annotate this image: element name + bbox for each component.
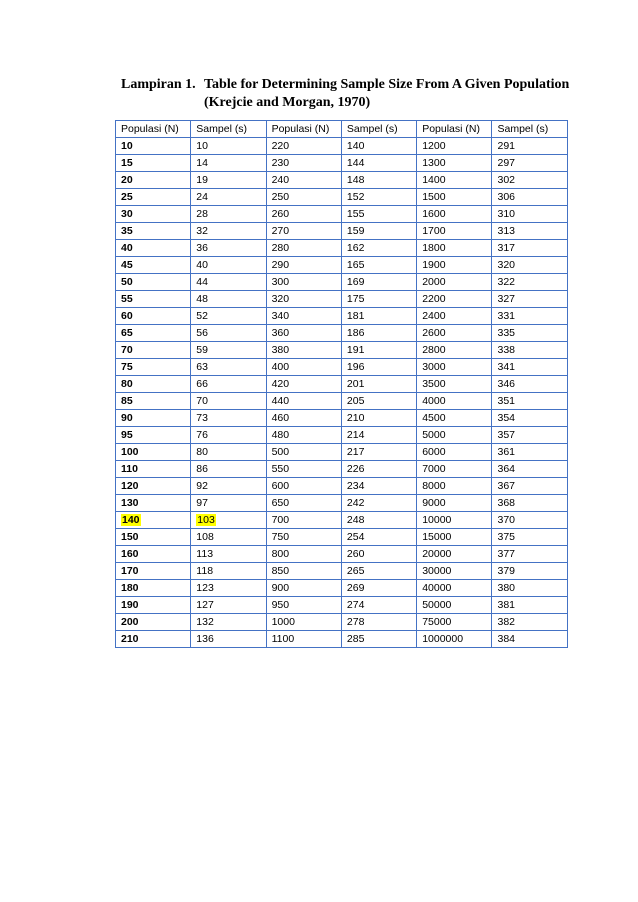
cell-sampel-1: 28	[191, 206, 266, 223]
table-row	[116, 631, 568, 648]
cell-populasi-3: 30000	[417, 563, 492, 580]
table-row	[116, 291, 568, 308]
cell-sampel-2: 152	[341, 189, 416, 206]
cell-populasi-1: 10	[116, 138, 191, 155]
table-row	[116, 461, 568, 478]
cell-sampel-3: 381	[492, 597, 567, 614]
cell-sampel-3: 335	[492, 325, 567, 342]
header-sampel-3: Sampel (s)	[492, 121, 567, 138]
cell-sampel-1: 48	[191, 291, 266, 308]
cell-populasi-1: 55	[116, 291, 191, 308]
cell-sampel-1: 70	[191, 393, 266, 410]
cell-populasi-2: 460	[266, 410, 341, 427]
cell-populasi-3: 1900	[417, 257, 492, 274]
table-row	[116, 546, 568, 563]
cell-populasi-2: 480	[266, 427, 341, 444]
cell-sampel-3: 341	[492, 359, 567, 376]
cell-populasi-3: 2400	[417, 308, 492, 325]
cell-populasi-1: 200	[116, 614, 191, 631]
cell-populasi-2: 1100	[266, 631, 341, 648]
cell-populasi-3: 1400	[417, 172, 492, 189]
cell-sampel-1: 123	[191, 580, 266, 597]
cell-sampel-3: 368	[492, 495, 567, 512]
cell-populasi-2: 440	[266, 393, 341, 410]
cell-populasi-2: 230	[266, 155, 341, 172]
cell-sampel-1: 36	[191, 240, 266, 257]
cell-populasi-1: 90	[116, 410, 191, 427]
cell-sampel-3: 384	[492, 631, 567, 648]
cell-sampel-2: 226	[341, 461, 416, 478]
table-row	[116, 155, 568, 172]
cell-populasi-2: 600	[266, 478, 341, 495]
cell-populasi-2: 320	[266, 291, 341, 308]
cell-populasi-1: 50	[116, 274, 191, 291]
cell-sampel-1: 92	[191, 478, 266, 495]
cell-sampel-1: 76	[191, 427, 266, 444]
table-row	[116, 223, 568, 240]
cell-sampel-3: 375	[492, 529, 567, 546]
cell-sampel-3: 317	[492, 240, 567, 257]
cell-populasi-2: 260	[266, 206, 341, 223]
cell-sampel-3: 306	[492, 189, 567, 206]
cell-populasi-1: 80	[116, 376, 191, 393]
cell-populasi-3: 3500	[417, 376, 492, 393]
cell-sampel-2: 162	[341, 240, 416, 257]
table-header-row	[116, 121, 568, 138]
table-row	[116, 410, 568, 427]
cell-sampel-2: 217	[341, 444, 416, 461]
cell-populasi-3: 75000	[417, 614, 492, 631]
cell-sampel-3: 310	[492, 206, 567, 223]
cell-populasi-1: 95	[116, 427, 191, 444]
appendix-heading	[121, 76, 569, 112]
cell-populasi-2: 500	[266, 444, 341, 461]
cell-populasi-3: 1700	[417, 223, 492, 240]
cell-populasi-2: 550	[266, 461, 341, 478]
cell-populasi-1: 40	[116, 240, 191, 257]
table-row	[116, 308, 568, 325]
cell-populasi-1: 60	[116, 308, 191, 325]
cell-populasi-1	[116, 512, 191, 529]
cell-sampel-1: 73	[191, 410, 266, 427]
cell-sampel-3: 327	[492, 291, 567, 308]
table-row	[116, 359, 568, 376]
header-populasi-1: Populasi (N)	[116, 121, 191, 138]
table-row	[116, 597, 568, 614]
cell-sampel-3: 291	[492, 138, 567, 155]
cell-sampel-2: 165	[341, 257, 416, 274]
cell-populasi-3: 20000	[417, 546, 492, 563]
table-row	[116, 444, 568, 461]
cell-sampel-1: 97	[191, 495, 266, 512]
cell-populasi-2: 280	[266, 240, 341, 257]
cell-sampel-1: 80	[191, 444, 266, 461]
table-row	[116, 529, 568, 546]
cell-populasi-1: 35	[116, 223, 191, 240]
cell-populasi-1: 150	[116, 529, 191, 546]
cell-sampel-1: 108	[191, 529, 266, 546]
cell-populasi-1: 85	[116, 393, 191, 410]
header-populasi-3: Populasi (N)	[417, 121, 492, 138]
cell-sampel-1: 56	[191, 325, 266, 342]
cell-populasi-2: 240	[266, 172, 341, 189]
cell-populasi-3: 1000000	[417, 631, 492, 648]
cell-populasi-1: 110	[116, 461, 191, 478]
cell-sampel-1: 118	[191, 563, 266, 580]
table-row	[116, 614, 568, 631]
cell-populasi-3: 1800	[417, 240, 492, 257]
table-row	[116, 580, 568, 597]
cell-sampel-1: 113	[191, 546, 266, 563]
cell-populasi-2: 750	[266, 529, 341, 546]
cell-populasi-3: 5000	[417, 427, 492, 444]
highlighted-value: 140	[122, 514, 140, 526]
table-row	[116, 240, 568, 257]
table-row	[116, 376, 568, 393]
table-row	[116, 274, 568, 291]
table-citation: (Krejcie and Morgan, 1970)	[204, 95, 371, 110]
cell-sampel-1: 59	[191, 342, 266, 359]
cell-populasi-2: 270	[266, 223, 341, 240]
cell-sampel-3: 297	[492, 155, 567, 172]
cell-sampel-3: 313	[492, 223, 567, 240]
cell-sampel-2: 169	[341, 274, 416, 291]
cell-populasi-1: 20	[116, 172, 191, 189]
cell-populasi-3: 9000	[417, 495, 492, 512]
cell-populasi-1: 170	[116, 563, 191, 580]
sample-size-table	[115, 120, 568, 648]
cell-sampel-1: 24	[191, 189, 266, 206]
cell-sampel-3: 346	[492, 376, 567, 393]
cell-sampel-2: 210	[341, 410, 416, 427]
cell-sampel-1: 66	[191, 376, 266, 393]
cell-sampel-2: 269	[341, 580, 416, 597]
cell-sampel-3: 379	[492, 563, 567, 580]
cell-sampel-1: 10	[191, 138, 266, 155]
table-row	[116, 342, 568, 359]
cell-sampel-3: 380	[492, 580, 567, 597]
header-populasi-2: Populasi (N)	[266, 121, 341, 138]
cell-sampel-2: 234	[341, 478, 416, 495]
appendix-label: Lampiran 1.	[121, 77, 196, 92]
cell-populasi-1: 65	[116, 325, 191, 342]
cell-sampel-1: 44	[191, 274, 266, 291]
cell-sampel-3: 338	[492, 342, 567, 359]
cell-sampel-3: 357	[492, 427, 567, 444]
cell-sampel-2: 159	[341, 223, 416, 240]
cell-populasi-1: 160	[116, 546, 191, 563]
cell-populasi-2: 950	[266, 597, 341, 614]
table-row	[116, 325, 568, 342]
cell-populasi-2: 340	[266, 308, 341, 325]
cell-populasi-1: 120	[116, 478, 191, 495]
cell-populasi-2: 400	[266, 359, 341, 376]
cell-sampel-2: 242	[341, 495, 416, 512]
cell-sampel-2: 148	[341, 172, 416, 189]
cell-sampel-3: 361	[492, 444, 567, 461]
cell-sampel-3: 302	[492, 172, 567, 189]
table-title: Table for Determining Sample Size From A Given Population	[204, 77, 570, 92]
cell-sampel-3: 370	[492, 512, 567, 529]
cell-populasi-1: 30	[116, 206, 191, 223]
cell-sampel-2: 175	[341, 291, 416, 308]
cell-populasi-1: 100	[116, 444, 191, 461]
cell-populasi-3: 50000	[417, 597, 492, 614]
table-row	[116, 206, 568, 223]
cell-sampel-3: 351	[492, 393, 567, 410]
table-row	[116, 495, 568, 512]
cell-populasi-2: 650	[266, 495, 341, 512]
cell-populasi-1: 210	[116, 631, 191, 648]
cell-populasi-3: 4500	[417, 410, 492, 427]
cell-populasi-2: 220	[266, 138, 341, 155]
table-row	[116, 563, 568, 580]
cell-populasi-2: 850	[266, 563, 341, 580]
table-row	[116, 512, 568, 529]
cell-populasi-2: 700	[266, 512, 341, 529]
cell-sampel-2: 205	[341, 393, 416, 410]
table-row	[116, 257, 568, 274]
cell-populasi-3: 8000	[417, 478, 492, 495]
table-row	[116, 172, 568, 189]
cell-populasi-1: 45	[116, 257, 191, 274]
cell-populasi-1: 130	[116, 495, 191, 512]
cell-sampel-2: 214	[341, 427, 416, 444]
cell-sampel-1: 32	[191, 223, 266, 240]
cell-populasi-3: 40000	[417, 580, 492, 597]
cell-populasi-3: 7000	[417, 461, 492, 478]
cell-sampel-2: 196	[341, 359, 416, 376]
cell-sampel-1: 86	[191, 461, 266, 478]
cell-populasi-2: 250	[266, 189, 341, 206]
table-row	[116, 427, 568, 444]
cell-sampel-1: 40	[191, 257, 266, 274]
cell-populasi-3: 1600	[417, 206, 492, 223]
cell-sampel-3: 331	[492, 308, 567, 325]
cell-sampel-2: 155	[341, 206, 416, 223]
table-body	[116, 138, 568, 648]
cell-sampel-2: 186	[341, 325, 416, 342]
cell-sampel-2: 260	[341, 546, 416, 563]
cell-populasi-2: 420	[266, 376, 341, 393]
cell-populasi-1: 70	[116, 342, 191, 359]
table-row	[116, 478, 568, 495]
cell-populasi-3: 1500	[417, 189, 492, 206]
cell-populasi-1: 25	[116, 189, 191, 206]
cell-sampel-1: 132	[191, 614, 266, 631]
cell-populasi-1: 15	[116, 155, 191, 172]
cell-sampel-2: 265	[341, 563, 416, 580]
cell-populasi-3: 2600	[417, 325, 492, 342]
table-row	[116, 189, 568, 206]
highlighted-value: 103	[197, 514, 215, 526]
cell-populasi-2: 290	[266, 257, 341, 274]
header-sampel-2: Sampel (s)	[341, 121, 416, 138]
cell-populasi-1: 180	[116, 580, 191, 597]
cell-populasi-3: 3000	[417, 359, 492, 376]
cell-sampel-1: 52	[191, 308, 266, 325]
cell-sampel-2: 140	[341, 138, 416, 155]
cell-populasi-3: 1300	[417, 155, 492, 172]
cell-sampel-2: 274	[341, 597, 416, 614]
cell-sampel-1: 127	[191, 597, 266, 614]
cell-populasi-1: 190	[116, 597, 191, 614]
cell-populasi-3: 15000	[417, 529, 492, 546]
cell-sampel-1: 19	[191, 172, 266, 189]
cell-populasi-2: 380	[266, 342, 341, 359]
cell-populasi-3: 2200	[417, 291, 492, 308]
cell-sampel-2: 181	[341, 308, 416, 325]
cell-populasi-3: 4000	[417, 393, 492, 410]
cell-sampel-2: 254	[341, 529, 416, 546]
cell-sampel-2: 191	[341, 342, 416, 359]
cell-sampel-3: 377	[492, 546, 567, 563]
table-row	[116, 138, 568, 155]
cell-populasi-3: 6000	[417, 444, 492, 461]
cell-sampel-3: 320	[492, 257, 567, 274]
cell-populasi-2: 800	[266, 546, 341, 563]
cell-populasi-2: 360	[266, 325, 341, 342]
cell-sampel-2: 201	[341, 376, 416, 393]
cell-sampel-1: 14	[191, 155, 266, 172]
cell-sampel-2: 285	[341, 631, 416, 648]
cell-sampel-3: 354	[492, 410, 567, 427]
cell-sampel-2: 144	[341, 155, 416, 172]
cell-populasi-3: 10000	[417, 512, 492, 529]
cell-populasi-2: 300	[266, 274, 341, 291]
header-sampel-1: Sampel (s)	[191, 121, 266, 138]
cell-sampel-2: 248	[341, 512, 416, 529]
cell-populasi-2: 1000	[266, 614, 341, 631]
cell-sampel-2: 278	[341, 614, 416, 631]
cell-sampel-3: 382	[492, 614, 567, 631]
cell-sampel-1: 136	[191, 631, 266, 648]
cell-sampel-3: 367	[492, 478, 567, 495]
table-row	[116, 393, 568, 410]
cell-sampel-1: 63	[191, 359, 266, 376]
cell-populasi-3: 2800	[417, 342, 492, 359]
cell-populasi-1: 75	[116, 359, 191, 376]
cell-populasi-3: 1200	[417, 138, 492, 155]
cell-sampel-3: 322	[492, 274, 567, 291]
cell-populasi-2: 900	[266, 580, 341, 597]
cell-populasi-3: 2000	[417, 274, 492, 291]
cell-sampel-1	[191, 512, 266, 529]
cell-sampel-3: 364	[492, 461, 567, 478]
